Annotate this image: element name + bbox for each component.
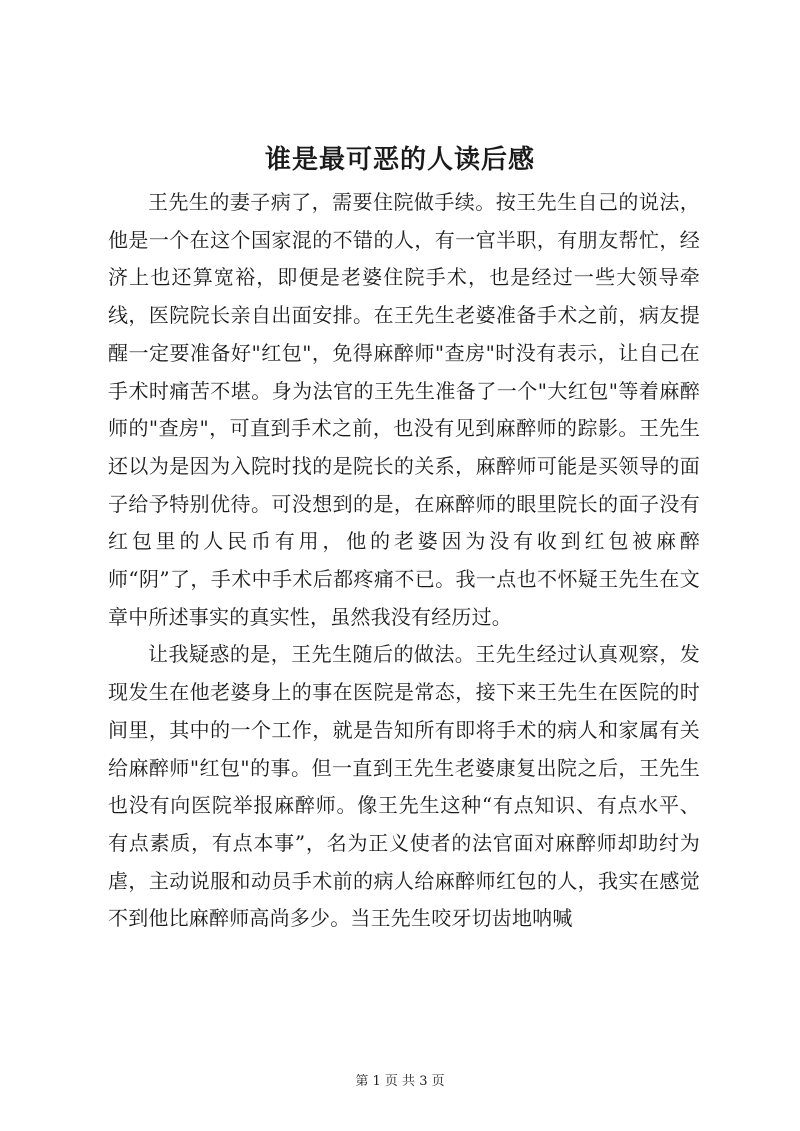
paragraph-2: 让我疑惑的是，王先生随后的做法。王先生经过认真观察，发现发生在他老婆身上的事在医院是常态，接下来王先生在医院的时间里，其中的一个工作，就是告知所有即将手术的病人和家属有关给麻醉师"红包"的事。但一直到王先生老婆康复出院之后，王先生也没有向医院举报麻醉师。像王先生这种“有点知识、有点水平、有点素质，有点本事”，名为正义使者的法官面对麻醉师却助纣为虐，主动说服和动员手术前的病人给麻醉师红包的人，我实在感觉不到他比麻醉师高尚多少。当王先生咬牙切齿地呐喊: [108, 642, 700, 931]
document-title: 谁是最可恶的人读后感: [264, 145, 535, 175]
document-body: [108, 184, 700, 938]
page-footer: 第 1 页 共 3 页: [355, 1074, 445, 1089]
paragraph-1: 王先生的妻子病了，需要住院做手续。按王先生自己的说法，他是一个在这个国家混的不错的人，有一官半职，有朋友帮忙，经济上也还算宽裕，即便是老婆住院手术，也是经过一些大领导牵线，医院院长亲自出面安排。在王先生老婆准备手术之前，病友提醒一定要准备好"红包"，免得麻醉师"查房"时没有表示，让自己在手术时痛苦不堪。身为法官的王先生准备了一个"大红包"等着麻醉师的"查房"，可直到手术之前，也没有见到麻醉师的踪影。王先生还以为是因为入院时找的是院长的关系，麻醉师可能是买领导的面子给予特别优待。可没想到的是，在麻醉师的眼里院长的面子没有红包里的人民币有用，他的老婆因为没有收到红包被麻醉师“阴”了，手术中手术后都疼痛不已。我一点也不怀疑王先生在文章中所述事实的真实性，虽然我没有经历过。: [108, 190, 700, 629]
